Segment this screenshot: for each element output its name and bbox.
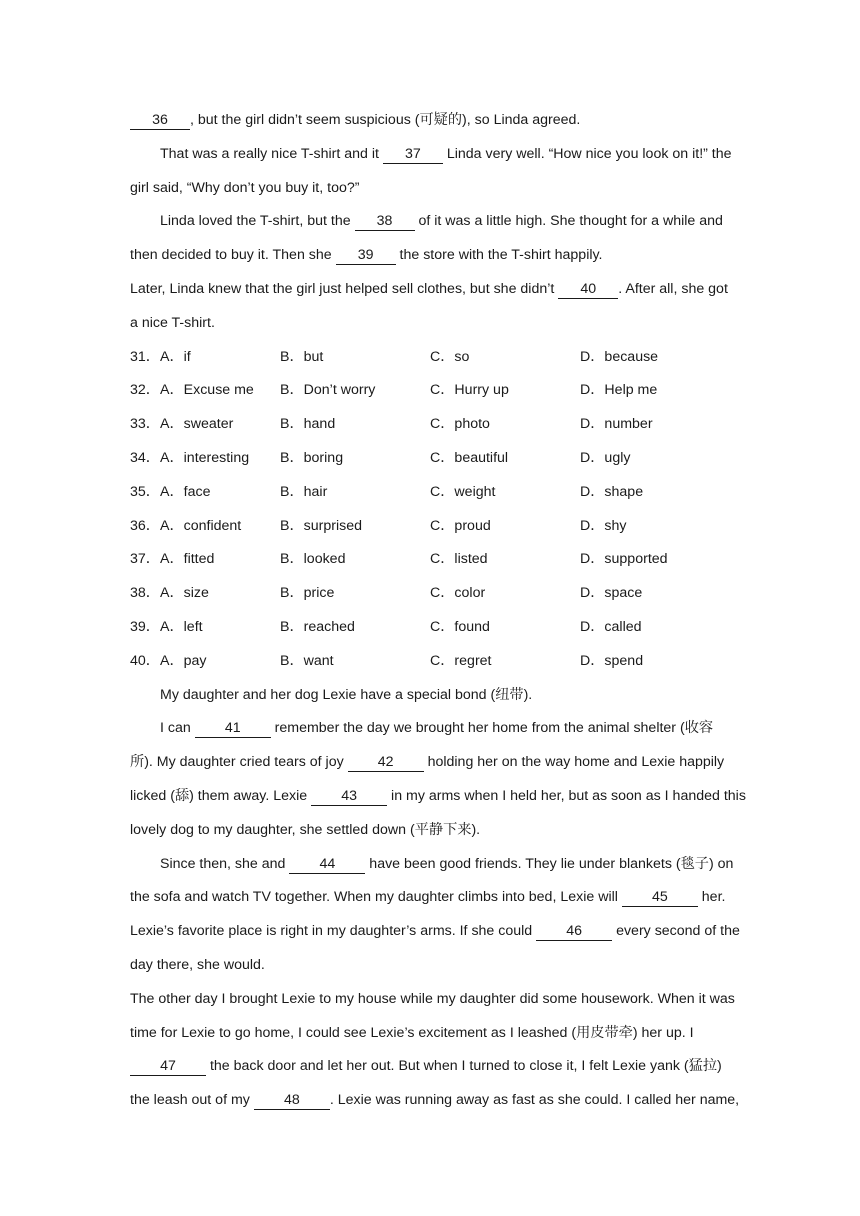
passage-line: lovely dog to my daughter, she settled down (平静下来). [130, 821, 481, 838]
passage-text: Linda very well. “How nice you look on it!” the [442, 145, 732, 162]
passage-text: holding her on the way home and Lexie happily [423, 754, 725, 771]
option-b: B．but [280, 348, 324, 365]
option-d: D．because [580, 348, 659, 365]
option-d: D．spend [580, 652, 644, 669]
question-row [130, 341, 730, 375]
option-a: A．Excuse me [160, 382, 254, 399]
option-a: A．pay [160, 652, 207, 669]
option-c: C．Hurry up [430, 382, 509, 399]
passage-line [130, 848, 734, 882]
passage-text: every second of the [612, 923, 740, 940]
passage-line [130, 881, 730, 915]
option-a: A．face [160, 483, 211, 500]
passage-line [130, 915, 740, 949]
option-d: D．called [580, 618, 642, 635]
option-d: D．supported [580, 551, 668, 568]
passage-text: have been good friends. They lie under blankets (毯子) on [365, 855, 734, 872]
question-number: 36． [130, 517, 160, 534]
option-c: C．beautiful [430, 449, 509, 466]
question-row [130, 543, 730, 577]
blank-46: 46 [536, 922, 612, 941]
passage-text: her. [697, 889, 726, 906]
question-number: 38． [130, 585, 160, 602]
options-list [130, 341, 730, 679]
question-row [130, 374, 730, 408]
option-c: C．listed [430, 551, 488, 568]
passage-line [130, 239, 730, 273]
blank-38: 38 [355, 212, 415, 231]
blank-45: 45 [622, 888, 698, 907]
passage-text: in my arms when I held her, but as soon as I handed this [387, 787, 746, 804]
blank-48: 48 [254, 1091, 330, 1110]
option-c: C．found [430, 618, 490, 635]
option-a: A．size [160, 585, 209, 602]
option-d: D．ugly [580, 449, 631, 466]
passage-line [130, 746, 730, 780]
question-row [130, 408, 730, 442]
question-number: 33． [130, 416, 160, 433]
option-c: C．so [430, 348, 470, 365]
option-c: C．photo [430, 416, 490, 433]
passage-text: the leash out of my [130, 1092, 254, 1109]
question-number: 37． [130, 551, 160, 568]
option-a: A．interesting [160, 449, 250, 466]
question-number: 40． [130, 652, 160, 669]
option-b: B．looked [280, 551, 346, 568]
option-c: C．weight [430, 483, 496, 500]
question-row [130, 442, 730, 476]
blank-41: 41 [195, 719, 271, 738]
option-b: B．hair [280, 483, 328, 500]
option-b: B．price [280, 585, 335, 602]
passage-text: then decided to buy it. Then she [130, 247, 336, 264]
blank-44: 44 [289, 855, 365, 874]
passage-text: , but the girl didn’t seem suspicious (可疑的), so Linda agreed. [190, 112, 581, 128]
question-row [130, 577, 730, 611]
blank-43: 43 [311, 787, 387, 806]
blank-39: 39 [336, 246, 396, 265]
passage-line: girl said, “Why don’t you buy it, too?” [130, 179, 360, 196]
blank-37: 37 [383, 145, 443, 164]
question-number: 32． [130, 382, 160, 399]
option-a: A．left [160, 618, 203, 635]
passage-line [130, 104, 730, 138]
passage-text: remember the day we brought her home from the animal shelter (收容 [270, 720, 714, 737]
passage-text: of it was a little high. She thought for a while and [414, 213, 723, 230]
passage-line [130, 205, 730, 239]
passage-line [130, 1050, 730, 1084]
blank-40: 40 [558, 280, 618, 299]
passage-text: Lexie’s favorite place is right in my daughter’s arms. If she could [130, 923, 537, 940]
blank-42: 42 [348, 753, 424, 772]
passage-text: . After all, she got [618, 280, 728, 297]
passage-text: licked (舔) them away. Lexie [130, 787, 312, 804]
passage-text: the store with the T-shirt happily. [395, 247, 603, 264]
option-d: D．shape [580, 483, 644, 500]
passage-text: I can [160, 720, 195, 737]
passage-line [130, 780, 746, 814]
option-c: C．proud [430, 517, 491, 534]
question-number: 31． [130, 348, 160, 365]
option-a: A．sweater [160, 416, 234, 433]
option-d: D．space [580, 585, 643, 602]
option-b: B．surprised [280, 517, 363, 534]
passage-line: The other day I brought Lexie to my house while my daughter did some housework. When it was [130, 990, 735, 1007]
passage-line: a nice T-shirt. [130, 314, 215, 331]
passage-line [130, 1084, 740, 1118]
option-b: B．hand [280, 416, 336, 433]
option-b: B．want [280, 652, 334, 669]
option-b: B．reached [280, 618, 355, 635]
passage-line [130, 273, 730, 307]
question-number: 35． [130, 483, 160, 500]
passage-line: My daughter and her dog Lexie have a special bond (纽带). [160, 686, 533, 703]
option-b: B．boring [280, 449, 344, 466]
passage-text: . Lexie was running away as fast as she could. I called her name, [329, 1092, 740, 1109]
option-b: B．Don’t worry [280, 382, 376, 399]
passage-line [130, 712, 730, 746]
question-row [130, 476, 730, 510]
question-row [130, 611, 730, 645]
question-number: 34． [130, 449, 160, 466]
passage-line: day there, she would. [130, 956, 265, 973]
blank-36: 36 [130, 111, 190, 130]
blank-47: 47 [130, 1057, 206, 1076]
option-a: A．fitted [160, 551, 215, 568]
document-page [130, 104, 746, 1118]
passage-text: the back door and let her out. But when I turned to close it, I felt Lexie yank (猛拉) [206, 1058, 722, 1075]
option-c: C．regret [430, 652, 492, 669]
passage-line: time for Lexie to go home, I could see Lexie’s excitement as I leashed (用皮带牵) her up. I [130, 1024, 694, 1041]
question-row [130, 645, 730, 679]
passage-line [130, 138, 730, 172]
passage-text: Since then, she and [160, 855, 290, 872]
passage-text: Later, Linda knew that the girl just helped sell clothes, but she didn’t [130, 280, 559, 297]
option-a: A．if [160, 348, 191, 365]
option-d: D．Help me [580, 382, 658, 399]
question-number: 39． [130, 618, 160, 635]
passage-text: Linda loved the T-shirt, but the [160, 213, 355, 230]
passage-text: the sofa and watch TV together. When my daughter climbs into bed, Lexie will [130, 889, 622, 906]
option-d: D．number [580, 416, 653, 433]
passage-text: 所). My daughter cried tears of joy [130, 754, 348, 771]
option-c: C．color [430, 585, 486, 602]
question-row [130, 510, 730, 544]
option-d: D．shy [580, 517, 627, 534]
passage-text: That was a really nice T-shirt and it [160, 145, 383, 162]
option-a: A．confident [160, 517, 242, 534]
